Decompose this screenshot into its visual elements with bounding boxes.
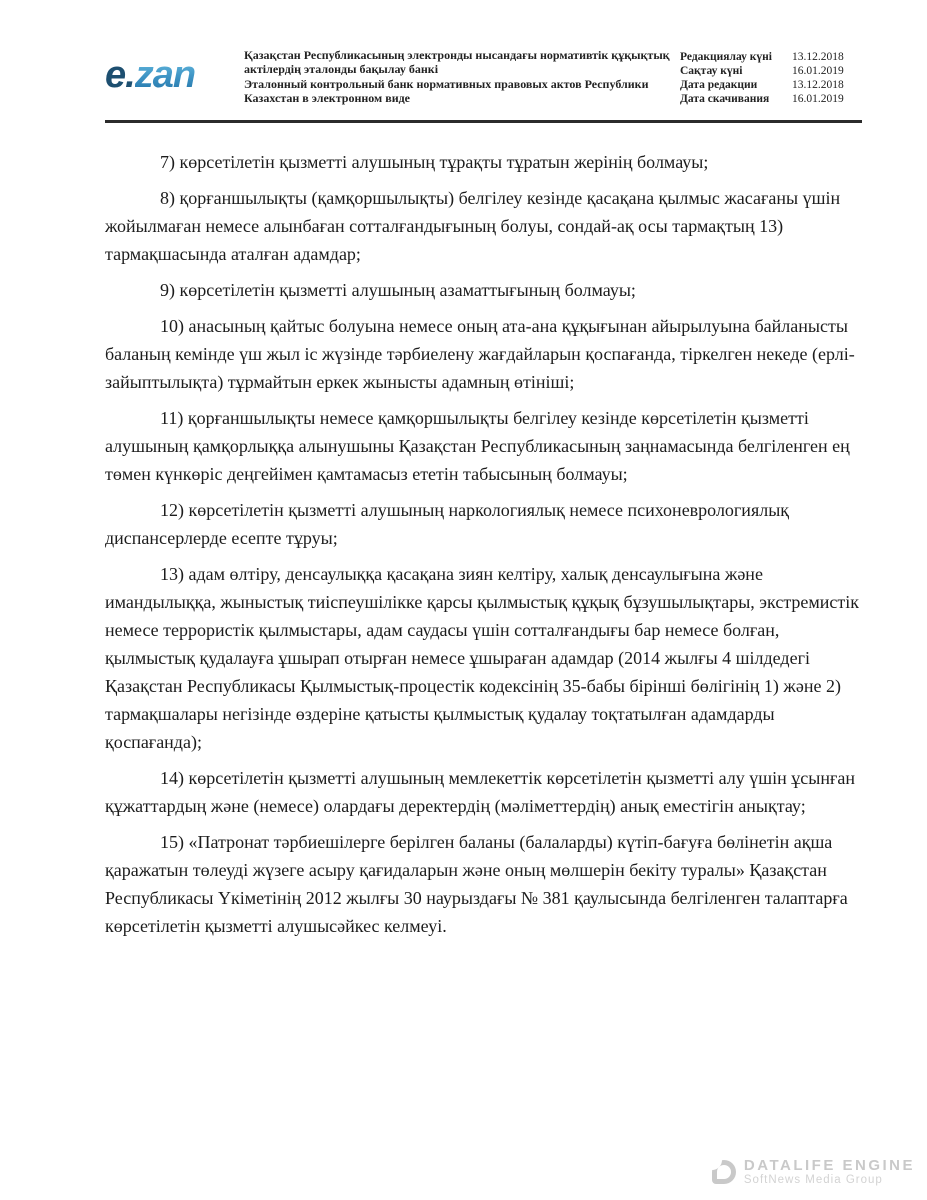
paragraph: 12) көрсетілетін қызметті алушының наркологиялық немесе психоневрологиялық диспансерлерде есепте тұруы;: [105, 500, 790, 548]
header-divider: [105, 120, 862, 123]
meta-row: [680, 78, 862, 92]
paragraph: 11) қорғаншылықты немесе қамқоршылықты белгілеу кезінде көрсетілетін қызметті алушының қамқорлыққа алынушыны Қазақстан Республикасының заңнамасында белгіленген ең төмен күнкөріс деңгейімен қамтамасыз ететін табысының болмауы;: [105, 408, 850, 484]
ezan-logo-text-secondary: zan: [134, 54, 196, 96]
datalife-logo-icon: [712, 1160, 736, 1184]
meta-label: Редакциялау күні: [680, 51, 772, 63]
watermark-company-name: SoftNews Media Group: [743, 1173, 883, 1186]
paragraph: 15) «Патронат тәрбиешілерге берілген баланы (балаларды) күтіп-бағуға бөлінетін ақша қаражатын төлеуді жүзеге асыру қағидаларын және оның мөлшерін бекіту туралы» Қазақстан Республикасы Үкіметінің 2012 жылғы 30 наурыздағы № 381 қаулысында белгіленген талаптарға көрсетілетін қызметті алушысәйкес келмеуі.: [105, 832, 848, 936]
paragraph: 13) адам өлтіру, денсаулыққа қасақана зиян келтіру, халық денсаулығына және имандылыққа, жыныстық тиіспеушілікке қарсы қылмыстық құқық бұзушылықтары, экстремистік немесе террористік қылмыстары, адам саудасы үшін сотталғандығы бар немесе болған, қылмыстық қудалауға ұшырап отырған немесе ұшыраған адамдар (2014 жылғы 4 шілдедегі Қазақстан Республикасы Қылмыстық-процестік кодексінің 35-бабы бірінші бөлігінің 1) және 2) тармақшалары негізінде өздеріне қатысты қылмыстық қудалау тоқтатылған адамдарды қоспағанда);: [105, 564, 860, 752]
watermark-text: [744, 1158, 915, 1186]
paragraph: 8) қорғаншылықты (қамқоршылықты) белгілеу кезінде қасақана қылмыс жасағаны үшін жойылмаған немесе алынбаған сотталғандығының болуы, сондай-ақ осы тармақтың 13) тармақшасында аталған адамдар;: [105, 188, 841, 264]
ezan-logo-text-primary: e.: [105, 54, 135, 96]
meta-value: 16.01.2019: [792, 65, 844, 78]
paragraph: 7) көрсетілетін қызметті алушының тұрақты тұратын жерінің болмауы;: [160, 152, 709, 172]
paragraph: 10) анасының қайтыс болуына немесе оның ата-ана құқығынан айырылуына байланысты баланың кемінде үш жыл іс жүзінде тәрбиелену жағдайларын қоспағанда, тіркелген некеде (ерлі-зайыптылықта) тұрмайтын еркек жынысты адамның өтініші;: [105, 316, 855, 392]
meta-label: Дата редакции: [680, 79, 758, 92]
meta-row: [680, 92, 862, 106]
meta-row: [680, 50, 862, 64]
datalife-watermark: [712, 1158, 915, 1186]
org-title-block: [244, 48, 674, 106]
meta-value: 16.01.2019: [792, 93, 844, 106]
paragraph: 9) көрсетілетін қызметті алушының азаматтығының болмауы;: [160, 280, 636, 300]
meta-label: Сақтау күні: [680, 65, 743, 78]
org-title-kazakh: Қазақстан Республикасының электронды нысандағы нормативтік құқықтық актілердің эталонды бақылау банкі: [244, 48, 670, 77]
meta-row: [680, 64, 862, 78]
page-header: [105, 48, 862, 107]
ezan-logo: [105, 48, 240, 94]
meta-value: 13.12.2018: [792, 79, 844, 92]
paragraph: 14) көрсетілетін қызметті алушының мемлекеттік көрсетілетін қызметті алу үшін ұсынған құжаттардың және (немесе) олардағы деректердің (мәліметтердің) анық еместігін анықтау;: [105, 768, 855, 816]
document-body: [105, 148, 861, 948]
meta-label: Дата скачивания: [680, 93, 770, 106]
document-meta: [680, 48, 862, 107]
meta-value: 13.12.2018: [792, 51, 844, 63]
org-title-russian: Эталонный контрольный банк нормативных правовых актов Республики Казахстан в электронном виде: [244, 77, 649, 106]
watermark-engine-name: DATALIFE ENGINE: [743, 1157, 915, 1175]
